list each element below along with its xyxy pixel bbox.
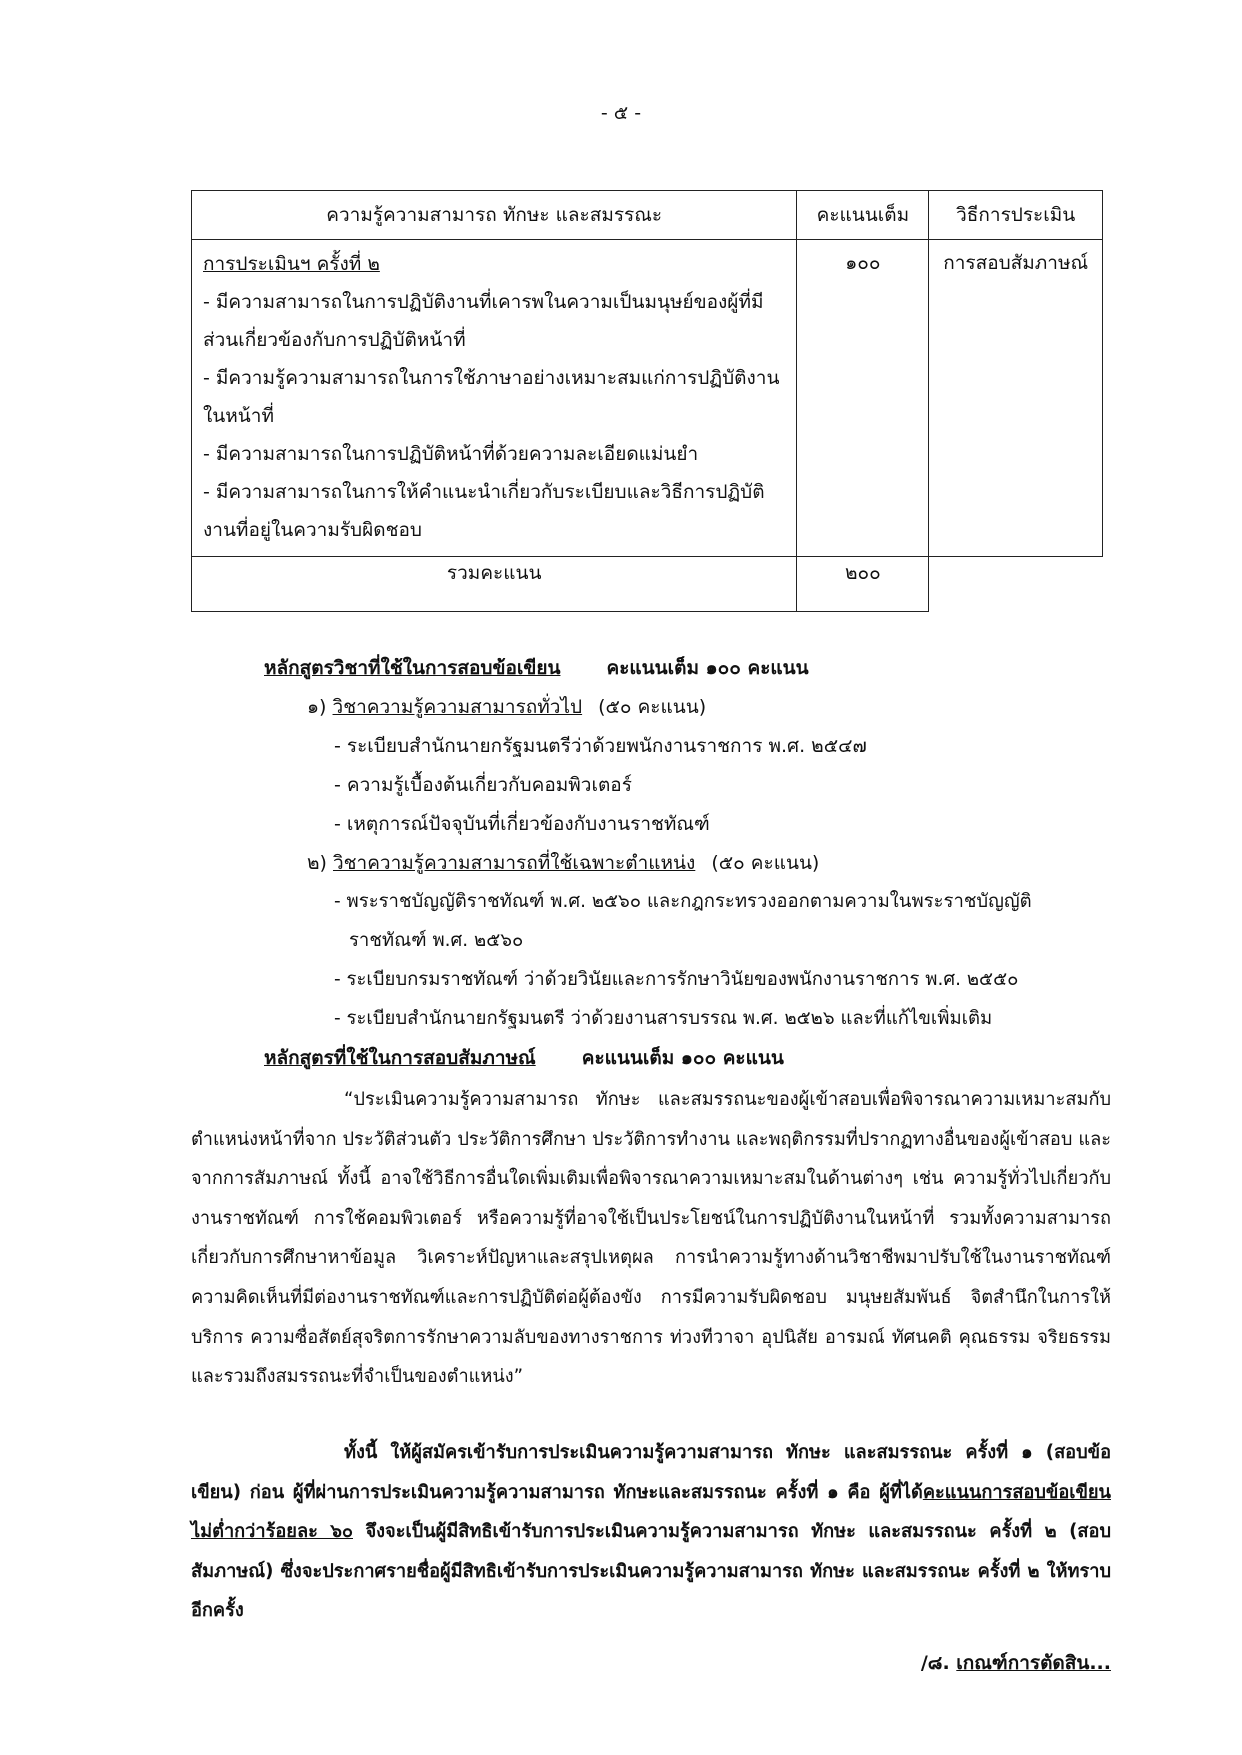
written-heading: หลักสูตรวิชาที่ใช้ในการสอบข้อเขียน xyxy=(264,657,561,679)
total-row xyxy=(192,557,1103,612)
table-row xyxy=(192,240,1103,557)
written-full-score: คะแนนเต็ม ๑๐๐ คะแนน xyxy=(606,657,809,679)
footer-next-section: เกณฑ์การตัดสิน... xyxy=(956,1652,1111,1674)
note-underlined: คะแนนการสอบข้อเขียนไม่ต่ำกว่าร้อยละ ๖๐ xyxy=(191,1481,1111,1543)
list-item: - พระราชบัญญัติราชทัณฑ์ พ.ศ. ๒๕๖๐ และกฎกระทรวงออกตามความในพระราชบัญญัติ xyxy=(334,891,1032,912)
competency-item: - มีความรู้ความสามารถในการใช้ภาษาอย่างเหมาะสมแก่การปฏิบัติงานในหน้าที่ xyxy=(203,367,780,427)
interview-full-score: คะแนนเต็ม ๑๐๐ คะแนน xyxy=(581,1047,784,1069)
interview-heading: หลักสูตรที่ใช้ในการสอบสัมภาษณ์ xyxy=(264,1047,536,1069)
list-item: - เหตุการณ์ปัจจุบันที่เกี่ยวข้องกับงานราชทัณฑ์ xyxy=(334,813,710,835)
score-table xyxy=(191,190,1103,612)
list-item: - ระเบียบสำนักนายกรัฐมนตรี ว่าด้วยงานสารบรรณ พ.ศ. ๒๕๒๖ และที่แก้ไขเพิ่มเติม xyxy=(334,1008,993,1029)
subject1-number: ๑) xyxy=(307,696,327,718)
list-item: - ระเบียบกรมราชทัณฑ์ ว่าด้วยวินัยและการรักษาวินัยของพนักงานราชการ พ.ศ. ๒๕๕๐ xyxy=(334,969,1019,990)
continuation-footer xyxy=(921,1648,1111,1678)
competency-cell xyxy=(192,240,797,557)
round-method: การสอบสัมภาษณ์ xyxy=(929,240,1103,557)
header-full-score: คะแนนเต็ม xyxy=(797,191,929,240)
subject2-score: (๕๐ คะแนน) xyxy=(711,852,820,874)
subject2-number: ๒) xyxy=(307,852,327,874)
interview-body xyxy=(191,1080,1111,1397)
total-score: ๒๐๐ xyxy=(797,557,929,612)
table-header-row xyxy=(192,191,1103,240)
list-item: - ระเบียบสำนักนายกรัฐมนตรีว่าด้วยพนักงานราชการ พ.ศ. ๒๕๔๗ xyxy=(334,735,867,757)
total-label: รวมคะแนน xyxy=(192,557,797,612)
interview-heading-line xyxy=(264,1043,784,1073)
round-title: การประเมินฯ ครั้งที่ ๒ xyxy=(203,253,380,275)
total-empty-cell xyxy=(929,557,1103,612)
footer-prefix: /๘. xyxy=(920,1652,957,1674)
header-method: วิธีการประเมิน xyxy=(929,191,1103,240)
round-score: ๑๐๐ xyxy=(797,240,929,557)
subject2-line xyxy=(307,848,819,878)
list-item: - ความรู้เบื้องต้นเกี่ยวกับคอมพิวเตอร์ xyxy=(334,774,632,796)
competency-item: - มีความสามารถในการให้คำแนะนำเกี่ยวกับระเบียบและวิธีการปฏิบัติงานที่อยู่ในความรับผิดชอบ xyxy=(203,481,765,541)
page-number: - ๕ - xyxy=(600,102,642,124)
note-paragraph xyxy=(191,1433,1111,1631)
note-part1: ทั้งนี้ ให้ผู้สมัครเข้ารับการประเมินความรู้ความสามารถ ทักษะ และสมรรถนะ ครั้งที่ ๑ (สอบข้อเขียน) ก่อน ผู้ที่ผ่านการประเมินความรู้ความสามารถ ทักษะและสมรรถนะ ครั้งที่ ๑ คือ ผู้ที่ได้ xyxy=(191,1442,1111,1503)
competency-item: - มีความสามารถในการปฏิบัติหน้าที่ด้วยความละเอียดแม่นยำ xyxy=(203,443,699,465)
subject1-title: วิชาความรู้ความสามารถทั่วไป xyxy=(332,696,583,718)
interview-text: “ประเมินความรู้ความสามารถ ทักษะ และสมรรถนะของผู้เข้าสอบเพื่อพิจารณาความเหมาะสมกับตำแหน่งหน้าที่จาก ประวัติส่วนตัว ประวัติการศึกษา ประวัติการทำงาน และพฤติกรรมที่ปรากฏทางอื่นของผู้เข้าสอบ และจากการสัมภาษณ์ ทั้งนี้ อาจใช้วิธีการอื่นใดเพิ่มเติมเพื่อพิจารณาความเหมาะสมในด้านต่างๆ เช่น ความรู้ทั่วไปเกี่ยวกับงานราชทัณฑ์ การใช้คอมพิวเตอร์ หรือความรู้ที่อาจใช้เป็นประโยชน์ในการปฏิบัติงานในหน้าที่ รวมทั้งความสามารถเกี่ยวกับการศึกษาหาข้อมูล วิเคราะห์ปัญหาและสรุปเหตุผล การนำความรู้ทางด้านวิชาชีพมาปรับใช้ในงานราชทัณฑ์ ความคิดเห็นที่มีต่องานราชทัณฑ์และการปฏิบัติต่อผู้ต้องขัง การมีความรับผิดชอบ มนุษยสัมพันธ์ จิตสำนึกในการให้บริการ ความซื่อสัตย์สุจริตการรักษาความลับของทางราชการ ท่วงทีวาจา อุปนิสัย อารมณ์ ทัศนคติ คุณธรรม จริยธรรม และรวมถึงสมรรถนะที่จำเป็นของตำแหน่ง” xyxy=(191,1089,1111,1388)
subject1-line xyxy=(307,692,706,722)
competency-item: - มีความสามารถในการปฏิบัติงานที่เคารพในความเป็นมนุษย์ของผู้ที่มีส่วนเกี่ยวข้องกับการปฏิบัติหน้าที่ xyxy=(203,291,764,351)
subject2-title: วิชาความรู้ความสามารถที่ใช้เฉพาะตำแหน่ง xyxy=(332,852,696,874)
header-competency: ความรู้ความสามารถ ทักษะ และสมรรณะ xyxy=(192,191,797,240)
note-text xyxy=(191,1433,1111,1631)
subject1-score: (๕๐ คะแนน) xyxy=(598,696,707,718)
list-item-continued: ราชทัณฑ์ พ.ศ. ๒๕๖๐ xyxy=(349,930,524,951)
written-heading-line xyxy=(264,653,809,683)
note-part2: จึงจะเป็นผู้มีสิทธิเข้ารับการประเมินความรู้ความสามารถ ทักษะ และสมรรถนะ ครั้งที่ ๒ (สอบสัมภาษณ์) ซึ่งจะประกาศรายชื่อผู้มีสิทธิเข้ารับการประเมินความรู้ความสามารถ ทักษะ และสมรรถนะ ครั้งที่ ๒ ให้ทราบอีกครั้ง xyxy=(191,1521,1111,1622)
